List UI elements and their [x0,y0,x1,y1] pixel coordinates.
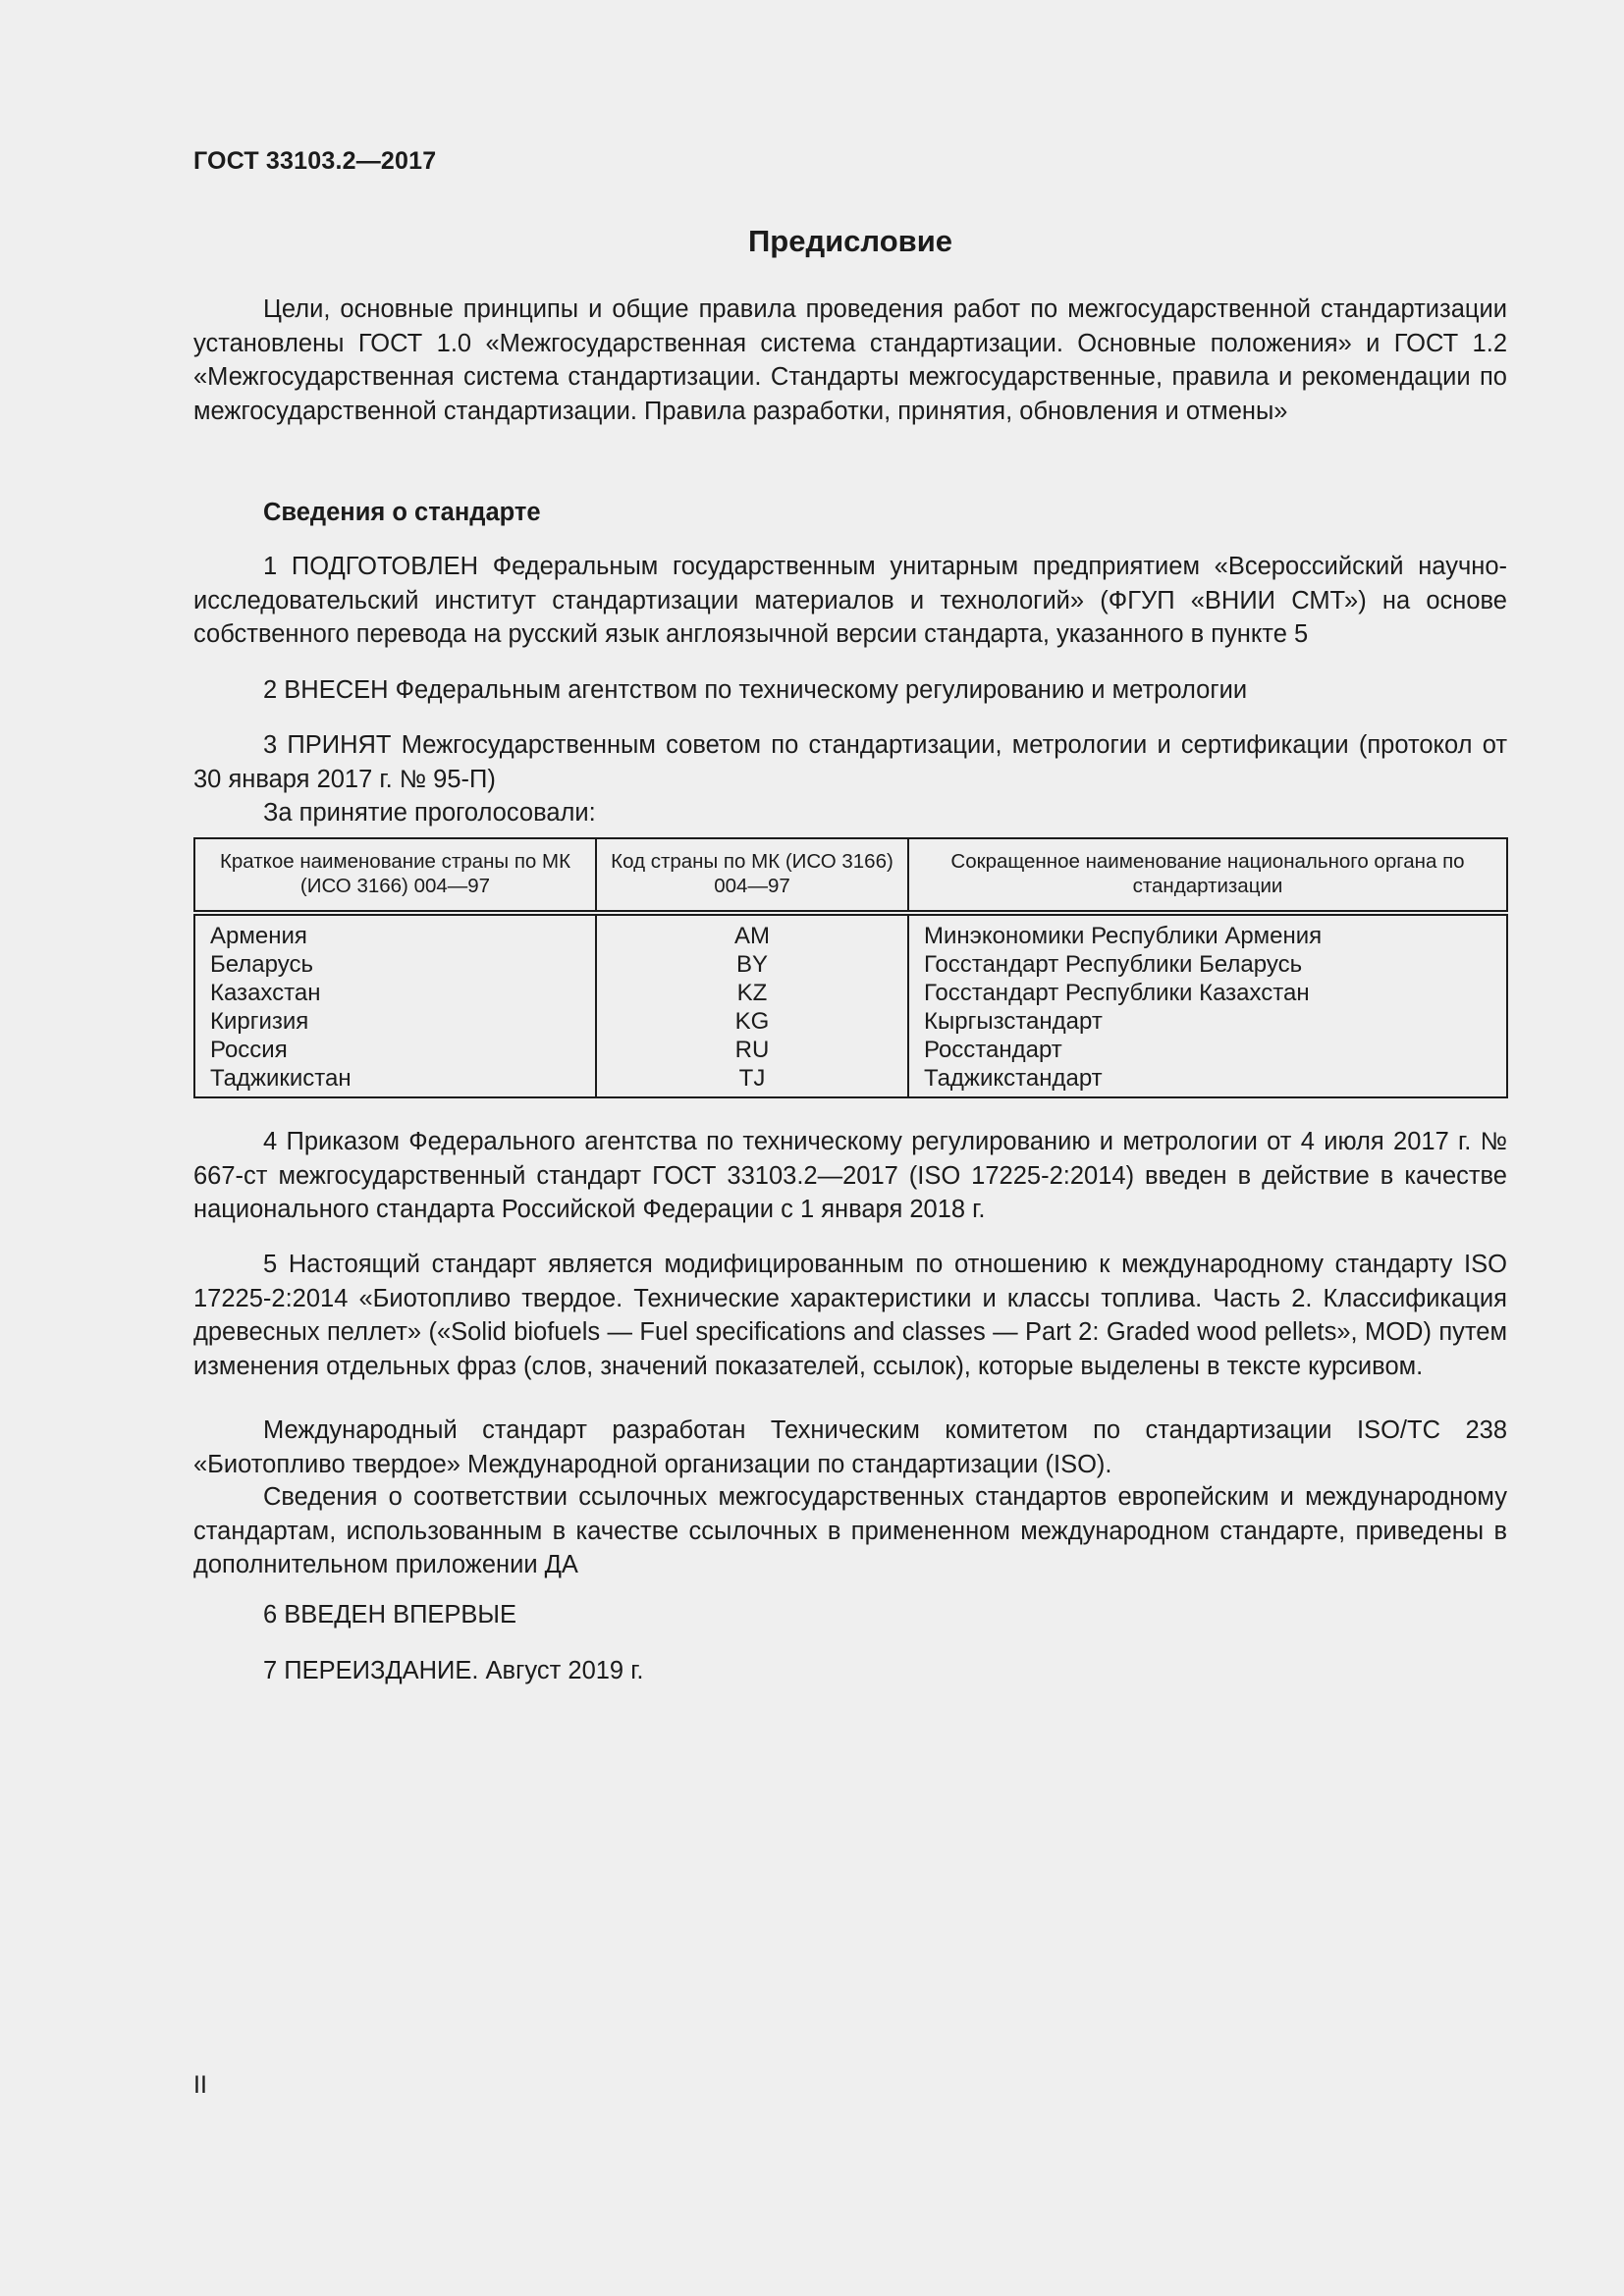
table-row [194,913,1507,950]
country-name: Армения [194,913,596,950]
section-heading: Сведения о стандарте [263,499,541,526]
table-header-row [194,838,1507,913]
voting-countries-table [193,837,1508,1098]
item-2: 2 ВНЕСЕН Федеральным агентством по техническому регулированию и метрологии [263,676,1248,704]
country-name: Казахстан [194,979,596,1007]
standards-body: Госстандарт Республики Беларусь [908,950,1507,979]
standards-body: Таджикстандарт [908,1064,1507,1097]
standards-body: Кыргызстандарт [908,1007,1507,1036]
table-row [194,1036,1507,1064]
item-5-committee: Международный стандарт разработан Техническим комитетом по стандартизации ISO/TC 238 «Биотопливо твердое» Международной организации по стандартизации (ISO). [193,1416,1507,1478]
item-7: 7 ПЕРЕИЗДАНИЕ. Август 2019 г. [263,1657,644,1684]
country-code: BY [596,950,908,979]
item-5: 5 Настоящий стандарт является модифицированным по отношению к международному стандарту ISO 17225-2:2014 «Биотопливо твердое. Технические характеристики и классы топлива. Часть 2. Классификация древесных пеллет» («Solid biofuels — Fuel specifications and classes — Part 2: Graded wood pellets», MOD) путем изменения отдельных фраз (слов, значений показателей, ссылок), которые выделены в тексте курсивом. [193,1251,1507,1380]
page-number: II [193,2071,207,2099]
country-code: RU [596,1036,908,1064]
country-name: Россия [194,1036,596,1064]
voted-label: За принятие проголосовали: [263,799,596,827]
country-name: Таджикистан [194,1064,596,1097]
country-code: TJ [596,1064,908,1097]
country-code: AM [596,913,908,950]
table-header-country: Краткое наименование страны по МК (ИСО 3166) 004—97 [194,838,596,913]
standards-body: Росстандарт [908,1036,1507,1064]
page-title: Предисловие [747,224,952,258]
item-1: 1 ПОДГОТОВЛЕН Федеральным государственным унитарным предприятием «Всероссийский научно-исследовательский институт стандартизации материалов и технологий» (ФГУП «ВНИИ СМТ») на основе собственного перевода на русский язык англоязычной версии стандарта, указанного в пункте 5 [193,553,1507,648]
table-row [194,1007,1507,1036]
table-header-code: Код страны по МК (ИСО 3166) 004—97 [596,838,908,913]
standards-body: Минэкономики Республики Армения [908,913,1507,950]
country-name: Беларусь [194,950,596,979]
intro-paragraph: Цели, основные принципы и общие правила проведения работ по межгосударственной стандартизации установлены ГОСТ 1.0 «Межгосударственная система стандартизации. Основные положения» и ГОСТ 1.2 «Межгосударственная система стандартизации. Стандарты межгосударственные, правила и рекомендации по межгосударственной стандартизации. Правила разработки, принятия, обновления и отмены» [193,295,1507,425]
table-row [194,1064,1507,1097]
document-code: ГОСТ 33103.2—2017 [193,147,437,175]
country-code: KZ [596,979,908,1007]
standards-body: Госстандарт Республики Казахстан [908,979,1507,1007]
country-name: Киргизия [194,1007,596,1036]
item-6: 6 ВВЕДЕН ВПЕРВЫЕ [263,1601,517,1629]
item-3: 3 ПРИНЯТ Межгосударственным советом по стандартизации, метрологии и сертификации (протокол от 30 января 2017 г. № 95-П) [193,731,1507,793]
item-5-references: Сведения о соответствии ссылочных межгосударственных стандартов европейским и международному стандартам, использованным в качестве ссылочных в примененном международном стандарте, приведены в дополнительном приложении ДА [193,1483,1507,1578]
table-row [194,979,1507,1007]
table-header-body: Сокращенное наименование национального органа по стандартизации [908,838,1507,913]
country-code: KG [596,1007,908,1036]
item-4: 4 Приказом Федерального агентства по техническому регулированию и метрологии от 4 июля 2017 г. № 667-ст межгосударственный стандарт ГОСТ 33103.2—2017 (ISO 17225-2:2014) введен в действие в качестве национального стандарта Российской Федерации с 1 января 2018 г. [193,1128,1507,1223]
table-row [194,950,1507,979]
